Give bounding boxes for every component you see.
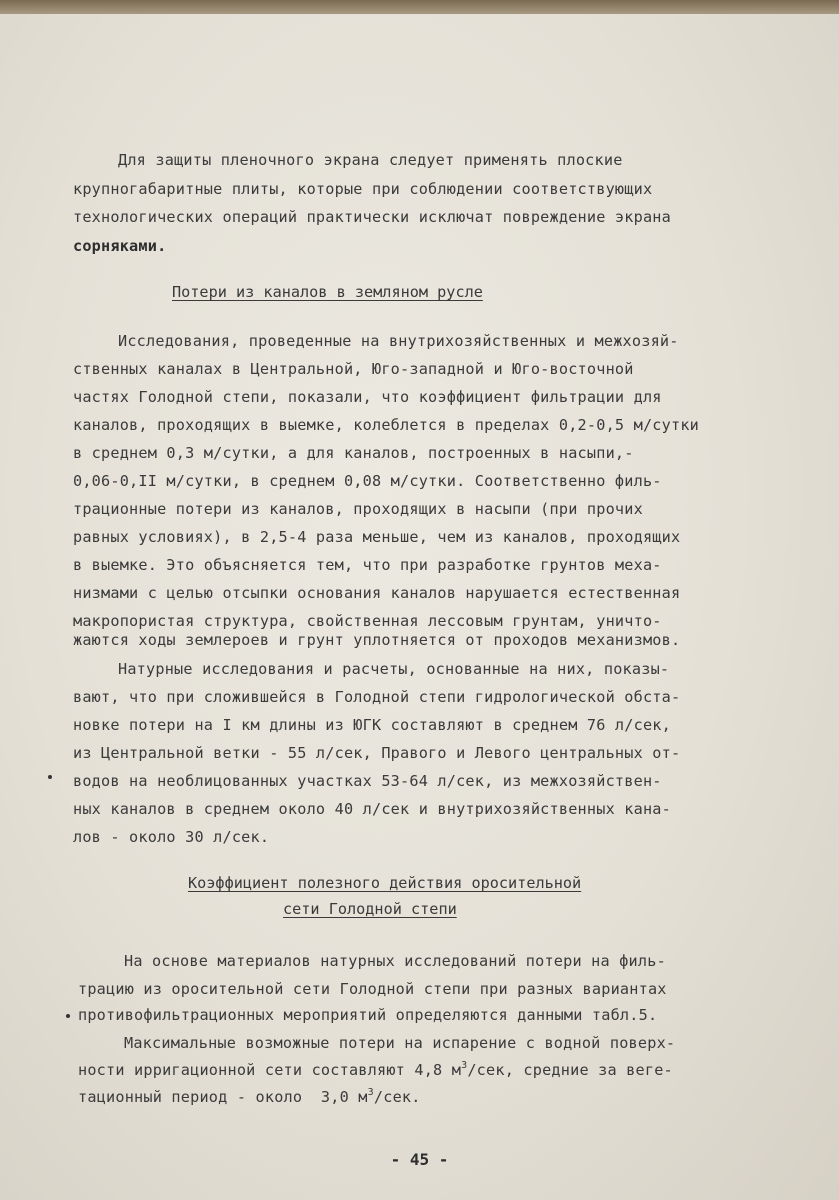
text-line: 0,06-0,II м/сутки, в среднем 0,08 м/сутки. Соответственно филь-	[73, 472, 662, 490]
text-run: /сек.	[373, 1088, 421, 1106]
text-line: Натурные исследования и расчеты, основанные на них, показы-	[118, 660, 670, 678]
text-run: ности ирригационной сети составляют 4,8 м	[78, 1061, 462, 1079]
text-line: сорняками.	[73, 237, 167, 255]
text-run: тационный период - около 3,0 м	[78, 1088, 368, 1106]
text-line: крупногабаритные плиты, которые при соблюдении соответствующих	[73, 180, 653, 198]
text-line	[78, 1087, 421, 1107]
text-line: технологических операций практически исключат повреждение экрана	[73, 208, 671, 226]
page-number: - 45 -	[390, 1150, 449, 1169]
text-line: На основе материалов натурных исследований потери на филь-	[124, 952, 666, 970]
text-run: /сек, средние за веге-	[467, 1061, 673, 1079]
text-line: трационные потери из каналов, проходящих в насыпи (при прочих	[73, 500, 643, 518]
text-line: каналов, проходящих в выемке, колеблется в пределах 0,2-0,5 м/сутки	[73, 416, 700, 434]
text-line: равных условиях), в 2,5-4 раза меньше, чем из каналов, проходящих	[73, 528, 681, 546]
section-heading: Коэффициент полезного действия оросительной	[188, 874, 582, 892]
text-line: новке потери на I км длины из ЮГК составляют в среднем 76 л/сек,	[73, 716, 671, 734]
text-line: вают, что при сложившейся в Голодной степи гидрологической обста-	[73, 688, 681, 706]
text-line: лов - около 30 л/сек.	[73, 828, 270, 846]
text-line: водов на необлицованных участках 53-64 л/сек, из межхозяйствен-	[73, 772, 662, 790]
section-heading: сети Голодной степи	[283, 900, 457, 918]
text-line: макропористая структура, свойственная лессовым грунтам, уничто-	[73, 612, 662, 630]
page-top-edge	[0, 0, 839, 14]
text-line: ных каналов в среднем около 40 л/сек и внутрихозяйственных кана-	[73, 800, 671, 818]
text-line: противофильтрационных мероприятий определяются данными табл.5.	[78, 1006, 658, 1024]
text-line: частях Голодной степи, показали, что коэффициент фильтрации для	[73, 388, 662, 406]
margin-mark	[48, 775, 52, 779]
text-line: низмами с целью отсыпки основания каналов нарушается естественная	[73, 584, 681, 602]
section-heading: Потери из каналов в земляном русле	[172, 283, 483, 301]
text-line: в среднем 0,3 м/сутки, а для каналов, построенных в насыпи,-	[73, 444, 634, 462]
text-line: Максимальные возможные потери на испарение с водной поверх-	[124, 1034, 676, 1052]
text-line: Для защиты пленочного экрана следует применять плоские	[118, 151, 623, 169]
text-line: трацию из оросительной сети Голодной степи при разных вариантах	[78, 980, 667, 998]
superscript: 3	[461, 1060, 468, 1071]
text-line	[78, 1060, 673, 1080]
text-line: ственных каналах в Центральной, Юго-западной и Юго-восточной	[73, 360, 634, 378]
superscript: 3	[367, 1087, 374, 1098]
margin-mark	[66, 1014, 70, 1018]
text-line: в выемке. Это объясняется тем, что при разработке грунтов меха-	[73, 556, 662, 574]
text-line: жаются ходы землероев и грунт уплотняется от проходов механизмов.	[73, 631, 681, 649]
text-line: Исследования, проведенные на внутрихозяйственных и межхозяй-	[118, 332, 679, 350]
text-line: из Центральной ветки - 55 л/сек, Правого и Левого центральных от-	[73, 744, 681, 762]
